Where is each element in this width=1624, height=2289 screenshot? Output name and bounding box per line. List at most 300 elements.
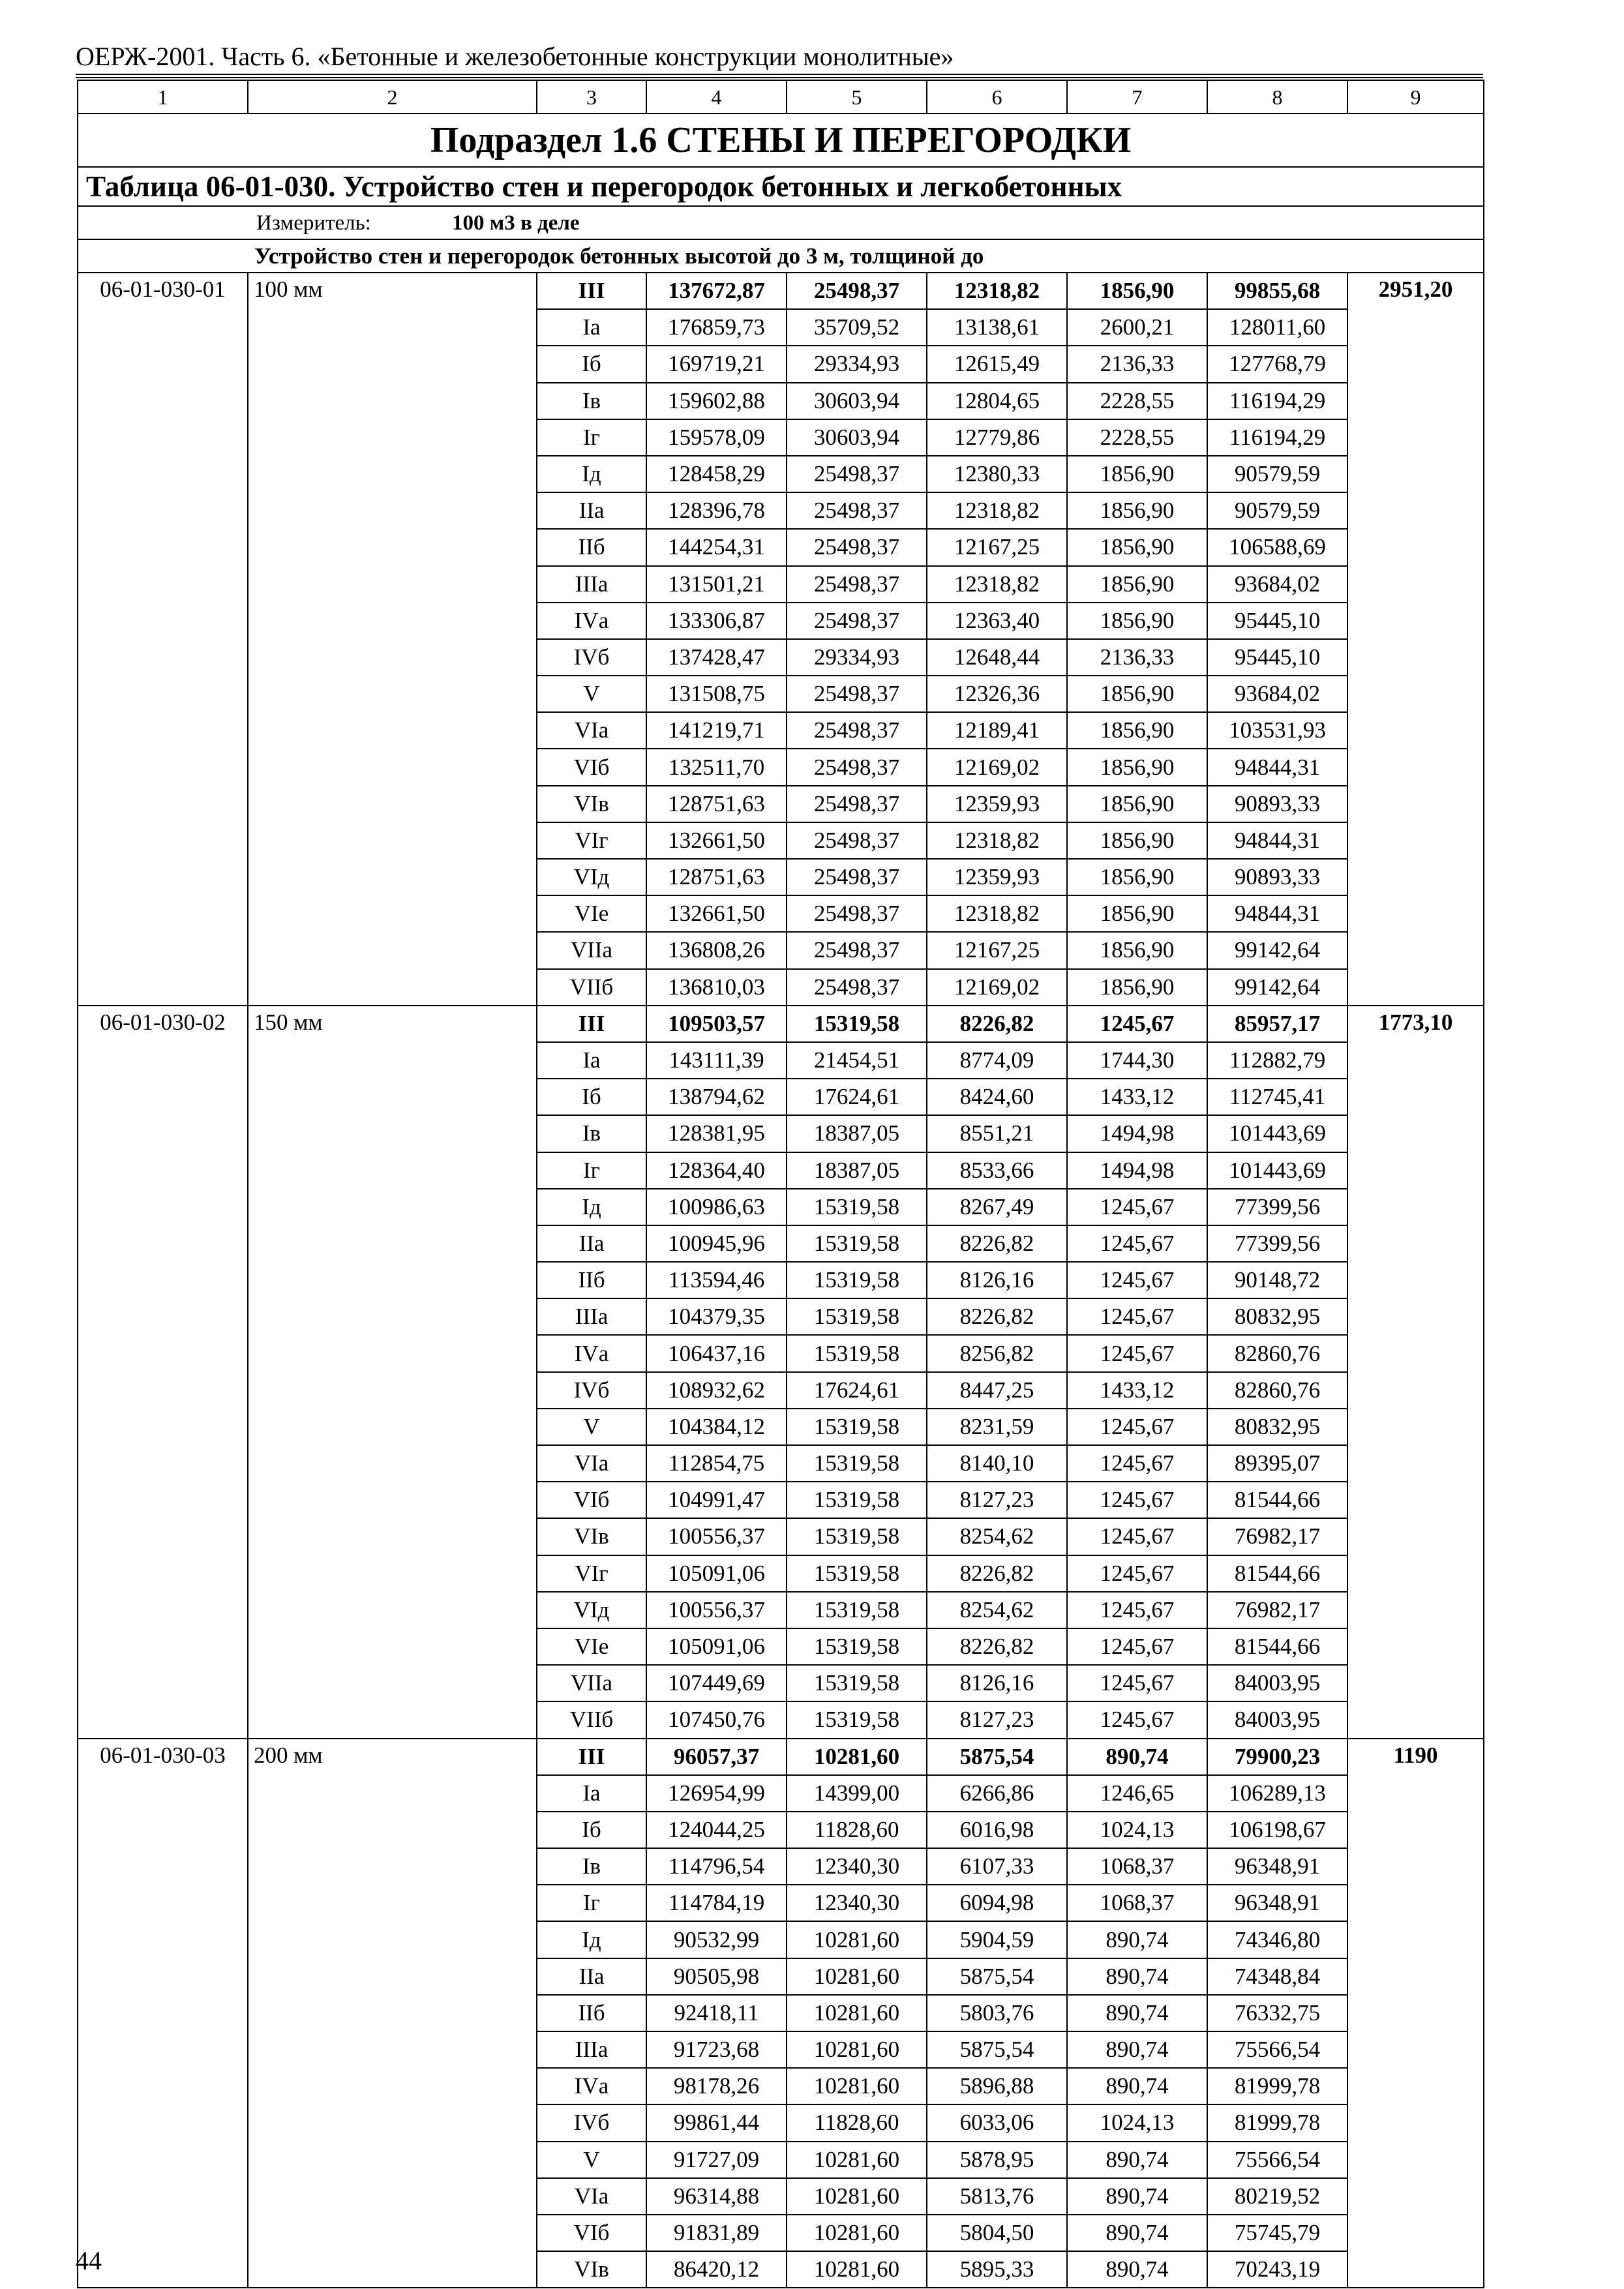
zone-cell: Iг	[537, 1885, 646, 1921]
total-cost-cell: 138794,62	[646, 1079, 787, 1115]
machine-cost-cell: 8140,10	[927, 1445, 1067, 1482]
labor-cost-cell: 25498,37	[787, 273, 927, 309]
machine-cost-cell: 12804,65	[927, 383, 1067, 419]
total-cost-cell: 128381,95	[646, 1115, 787, 1152]
labor-cost-cell: 15319,58	[787, 1298, 927, 1335]
operator-wage-cell: 1744,30	[1067, 1042, 1207, 1079]
machine-cost-cell: 12318,82	[927, 822, 1067, 859]
total-cost-cell: 136810,03	[646, 969, 787, 1006]
machine-cost-cell: 8126,16	[927, 1665, 1067, 1701]
materials-cost-cell: 80832,95	[1207, 1298, 1347, 1335]
operator-wage-cell: 1245,67	[1067, 1225, 1207, 1262]
total-cost-cell: 91831,89	[646, 2215, 787, 2251]
operator-wage-cell: 1245,67	[1067, 1701, 1207, 1738]
operator-wage-cell: 890,74	[1067, 1958, 1207, 1995]
total-cost-cell: 133306,87	[646, 603, 787, 639]
total-cost-cell: 131508,75	[646, 676, 787, 712]
subsection-title: Подраздел 1.6 СТЕНЫ И ПЕРЕГОРОДКИ	[78, 113, 1484, 167]
total-cost-cell: 159602,88	[646, 383, 787, 419]
total-cost-cell: 108932,62	[646, 1372, 787, 1409]
operator-wage-cell: 1245,67	[1067, 1592, 1207, 1628]
operator-wage-cell: 1245,67	[1067, 1628, 1207, 1665]
measure-cell	[78, 206, 1484, 239]
materials-cost-cell: 99142,64	[1207, 969, 1347, 1006]
zone-cell: Iб	[537, 346, 646, 382]
operator-wage-cell: 1245,67	[1067, 1006, 1207, 1042]
labor-cost-cell: 10281,60	[787, 2068, 927, 2104]
zone-cell: VIа	[537, 2178, 646, 2215]
materials-cost-cell: 101443,69	[1207, 1152, 1347, 1189]
materials-cost-cell: 76332,75	[1207, 1995, 1347, 2031]
total-cost-cell: 128364,40	[646, 1152, 787, 1189]
machine-cost-cell: 8551,21	[927, 1115, 1067, 1152]
zone-cell: VIб	[537, 749, 646, 785]
table-title-row	[78, 167, 1484, 206]
operator-wage-cell: 1433,12	[1067, 1079, 1207, 1115]
machine-cost-cell: 8774,09	[927, 1042, 1067, 1079]
operator-wage-cell: 1433,12	[1067, 1372, 1207, 1409]
labor-cost-cell: 25498,37	[787, 786, 927, 822]
total-cost-cell: 91723,68	[646, 2031, 787, 2068]
machine-cost-cell: 12167,25	[927, 932, 1067, 968]
total-cost-cell: 128751,63	[646, 786, 787, 822]
labor-cost-cell: 25498,37	[787, 529, 927, 565]
operator-wage-cell: 1245,67	[1067, 1298, 1207, 1335]
labor-cost-cell: 10281,60	[787, 2251, 927, 2288]
table-title: Таблица 06-01-030. Устройство стен и перегородок бетонных и легкобетонных	[78, 167, 1484, 206]
machine-cost-cell: 12189,41	[927, 712, 1067, 749]
machine-cost-cell: 12779,86	[927, 419, 1067, 456]
running-header: ОЕРЖ-2001. Часть 6. «Бетонные и железобетонные конструкции монолитные»	[76, 42, 954, 71]
operator-wage-cell: 890,74	[1067, 2215, 1207, 2251]
zone-cell: Iа	[537, 1042, 646, 1079]
labor-cost-cell: 21454,51	[787, 1042, 927, 1079]
materials-cost-cell: 127768,79	[1207, 346, 1347, 382]
total-cost-cell: 104991,47	[646, 1482, 787, 1518]
total-cost-cell: 107449,69	[646, 1665, 787, 1701]
machine-cost-cell: 5904,59	[927, 1921, 1067, 1958]
item-thickness: 150 мм	[248, 1006, 537, 1739]
operator-wage-cell: 2228,55	[1067, 419, 1207, 456]
machine-cost-cell: 8533,66	[927, 1152, 1067, 1189]
zone-cell: VIб	[537, 1482, 646, 1518]
machine-cost-cell: 8254,62	[927, 1592, 1067, 1628]
zone-cell: VIд	[537, 1592, 646, 1628]
materials-cost-cell: 128011,60	[1207, 309, 1347, 346]
machine-cost-cell: 12359,93	[927, 786, 1067, 822]
column-number: 5	[787, 80, 927, 113]
materials-cost-cell: 96348,91	[1207, 1885, 1347, 1921]
materials-cost-cell: 106588,69	[1207, 529, 1347, 565]
zone-cell: III	[537, 1006, 646, 1042]
labor-cost-cell: 25498,37	[787, 456, 927, 492]
operator-wage-cell: 1245,67	[1067, 1335, 1207, 1371]
materials-cost-cell: 101443,69	[1207, 1115, 1347, 1152]
zone-cell: VIб	[537, 2215, 646, 2251]
materials-cost-cell: 99142,64	[1207, 932, 1347, 968]
zone-cell: V	[537, 676, 646, 712]
materials-cost-cell: 85957,17	[1207, 1006, 1347, 1042]
materials-cost-cell: 93684,02	[1207, 566, 1347, 603]
materials-cost-cell: 94844,31	[1207, 822, 1347, 859]
zone-cell: Iб	[537, 1812, 646, 1848]
operator-wage-cell: 890,74	[1067, 2068, 1207, 2104]
total-cost-cell: 106437,16	[646, 1335, 787, 1371]
labor-cost-cell: 25498,37	[787, 969, 927, 1006]
machine-cost-cell: 8127,23	[927, 1482, 1067, 1518]
labor-cost-cell: 17624,61	[787, 1079, 927, 1115]
machine-cost-cell: 12318,82	[927, 273, 1067, 309]
column-number: 6	[927, 80, 1067, 113]
labor-cost-cell: 15319,58	[787, 1262, 927, 1298]
operator-wage-cell: 1245,67	[1067, 1518, 1207, 1555]
zone-cell: IVа	[537, 1335, 646, 1371]
materials-cost-cell: 77399,56	[1207, 1189, 1347, 1225]
labor-cost-cell: 30603,94	[787, 419, 927, 456]
machine-cost-cell: 8226,82	[927, 1555, 1067, 1592]
machine-cost-cell: 12380,33	[927, 456, 1067, 492]
labor-cost-cell: 12340,30	[787, 1848, 927, 1885]
machine-cost-cell: 13138,61	[927, 309, 1067, 346]
machine-cost-cell: 8256,82	[927, 1335, 1067, 1371]
total-cost-cell: 128396,78	[646, 492, 787, 529]
materials-cost-cell: 90148,72	[1207, 1262, 1347, 1298]
machine-cost-cell: 12318,82	[927, 566, 1067, 603]
materials-cost-cell: 80219,52	[1207, 2178, 1347, 2215]
machine-cost-cell: 6094,98	[927, 1885, 1067, 1921]
total-cost-cell: 169719,21	[646, 346, 787, 382]
zone-cell: IIб	[537, 529, 646, 565]
operator-wage-cell: 890,74	[1067, 2142, 1207, 2178]
total-cost-cell: 144254,31	[646, 529, 787, 565]
operator-wage-cell: 1245,67	[1067, 1189, 1207, 1225]
column-number: 7	[1067, 80, 1207, 113]
operator-wage-cell: 1245,67	[1067, 1445, 1207, 1482]
machine-cost-cell: 5895,33	[927, 2251, 1067, 2288]
operator-wage-cell: 890,74	[1067, 2031, 1207, 2068]
zone-cell: Iг	[537, 419, 646, 456]
zone-cell: VIд	[537, 859, 646, 895]
zone-cell: IVб	[537, 639, 646, 676]
labor-cost-cell: 15319,58	[787, 1628, 927, 1665]
labor-cost-cell: 25498,37	[787, 566, 927, 603]
operator-wage-cell: 2136,33	[1067, 639, 1207, 676]
zone-cell: III	[537, 273, 646, 309]
materials-cost-cell: 75566,54	[1207, 2142, 1347, 2178]
labor-cost-cell: 10281,60	[787, 2178, 927, 2215]
total-cost-cell: 114784,19	[646, 1885, 787, 1921]
machine-cost-cell: 8126,16	[927, 1262, 1067, 1298]
labor-cost-cell: 25498,37	[787, 749, 927, 785]
zone-cell: Iв	[537, 1115, 646, 1152]
labor-cost-cell: 30603,94	[787, 383, 927, 419]
column-number: 3	[537, 80, 646, 113]
labor-cost-cell: 15319,58	[787, 1189, 927, 1225]
operator-wage-cell: 1856,90	[1067, 712, 1207, 749]
zone-cell: VIIа	[537, 932, 646, 968]
machine-cost-cell: 12318,82	[927, 492, 1067, 529]
machine-cost-cell: 12169,02	[927, 969, 1067, 1006]
operator-wage-cell: 1856,90	[1067, 492, 1207, 529]
zone-cell: VIа	[537, 1445, 646, 1482]
total-cost-cell: 105091,06	[646, 1628, 787, 1665]
measure-row	[78, 206, 1484, 239]
zone-cell: VIв	[537, 1518, 646, 1555]
total-cost-cell: 100945,96	[646, 1225, 787, 1262]
machine-cost-cell: 5875,54	[927, 1739, 1067, 1775]
operator-wage-cell: 1856,90	[1067, 969, 1207, 1006]
machine-cost-cell: 12359,93	[927, 859, 1067, 895]
machine-cost-cell: 8254,62	[927, 1518, 1067, 1555]
materials-cost-cell: 106198,67	[1207, 1812, 1347, 1848]
machine-cost-cell: 6107,33	[927, 1848, 1067, 1885]
item-code: 06-01-030-01	[78, 273, 248, 1006]
machine-cost-cell: 12318,82	[927, 895, 1067, 932]
labor-cost-cell: 10281,60	[787, 2215, 927, 2251]
labor-cost-cell: 25498,37	[787, 822, 927, 859]
total-cost-cell: 137672,87	[646, 273, 787, 309]
column-number: 2	[248, 80, 537, 113]
machine-cost-cell: 5813,76	[927, 2178, 1067, 2215]
operator-wage-cell: 1245,67	[1067, 1555, 1207, 1592]
labor-cost-cell: 10281,60	[787, 1958, 927, 1995]
column-number: 1	[78, 80, 248, 113]
total-cost-cell: 90532,99	[646, 1921, 787, 1958]
zone-cell: Iб	[537, 1079, 646, 1115]
labor-cost-cell: 18387,05	[787, 1115, 927, 1152]
column-number: 8	[1207, 80, 1347, 113]
machine-cost-cell: 12648,44	[927, 639, 1067, 676]
total-cost-cell: 132661,50	[646, 895, 787, 932]
total-cost-cell: 124044,25	[646, 1812, 787, 1848]
materials-cost-cell: 89395,07	[1207, 1445, 1347, 1482]
header-rule-bottom	[76, 77, 1483, 78]
materials-cost-cell: 90579,59	[1207, 492, 1347, 529]
operator-wage-cell: 1024,13	[1067, 2104, 1207, 2141]
materials-cost-cell: 82860,76	[1207, 1372, 1347, 1409]
total-cost-cell: 132661,50	[646, 822, 787, 859]
labor-cost-cell: 25498,37	[787, 859, 927, 895]
total-cost-cell: 91727,09	[646, 2142, 787, 2178]
materials-cost-cell: 75745,79	[1207, 2215, 1347, 2251]
group-heading-row	[78, 239, 1484, 273]
column-number-row	[78, 80, 1484, 113]
total-cost-cell: 143111,39	[646, 1042, 787, 1079]
operator-wage-cell: 1856,90	[1067, 456, 1207, 492]
operator-wage-cell: 890,74	[1067, 1921, 1207, 1958]
labor-cost-cell: 15319,58	[787, 1555, 927, 1592]
materials-cost-cell: 106289,13	[1207, 1775, 1347, 1812]
operator-wage-cell: 1494,98	[1067, 1152, 1207, 1189]
labor-cost-cell: 11828,60	[787, 1812, 927, 1848]
zone-cell: Iг	[537, 1152, 646, 1189]
header-rule-top	[76, 74, 1483, 75]
operator-wage-cell: 1856,90	[1067, 786, 1207, 822]
zone-cell: Iд	[537, 1189, 646, 1225]
operator-wage-cell: 1245,67	[1067, 1482, 1207, 1518]
zone-cell: IVб	[537, 1372, 646, 1409]
operator-wage-cell: 1246,65	[1067, 1775, 1207, 1812]
operator-wage-cell: 1856,90	[1067, 676, 1207, 712]
labor-cost-cell: 35709,52	[787, 309, 927, 346]
zone-cell: Iд	[537, 456, 646, 492]
zone-cell: Iв	[537, 383, 646, 419]
labor-cost-cell: 15319,58	[787, 1006, 927, 1042]
total-cost-cell: 90505,98	[646, 1958, 787, 1995]
materials-cost-cell: 84003,95	[1207, 1701, 1347, 1738]
column-number: 4	[646, 80, 787, 113]
materials-cost-cell: 81544,66	[1207, 1628, 1347, 1665]
total-cost-cell: 96314,88	[646, 2178, 787, 2215]
operator-wage-cell: 1856,90	[1067, 603, 1207, 639]
labor-cost-cell: 25498,37	[787, 603, 927, 639]
zone-cell: VIIб	[537, 969, 646, 1006]
zone-cell: V	[537, 2142, 646, 2178]
subsection-row	[78, 113, 1484, 167]
page-number: 44	[76, 2246, 102, 2275]
machine-cost-cell: 5804,50	[927, 2215, 1067, 2251]
materials-cost-cell: 84003,95	[1207, 1665, 1347, 1701]
zone-cell: IIIа	[537, 1298, 646, 1335]
machine-cost-cell: 8226,82	[927, 1006, 1067, 1042]
labor-cost-cell: 25498,37	[787, 895, 927, 932]
machine-cost-cell: 8226,82	[927, 1628, 1067, 1665]
labor-cost-cell: 15319,58	[787, 1445, 927, 1482]
operator-wage-cell: 1856,90	[1067, 529, 1207, 565]
zone-cell: V	[537, 1409, 646, 1445]
machine-cost-cell: 8267,49	[927, 1189, 1067, 1225]
machine-cost-cell: 8226,82	[927, 1225, 1067, 1262]
measure-value: 100 м3 в деле	[452, 211, 580, 235]
zone-cell: IVа	[537, 603, 646, 639]
item-thickness: 200 мм	[248, 1739, 537, 2288]
zone-cell: IIа	[537, 492, 646, 529]
operator-wage-cell: 1068,37	[1067, 1848, 1207, 1885]
table-row	[78, 273, 1484, 309]
total-cost-cell: 100556,37	[646, 1592, 787, 1628]
materials-cost-cell: 81999,78	[1207, 2104, 1347, 2141]
zone-cell: IIб	[537, 1995, 646, 2031]
total-cost-cell: 128751,63	[646, 859, 787, 895]
labor-cost-cell: 15319,58	[787, 1335, 927, 1371]
machine-cost-cell: 12169,02	[927, 749, 1067, 785]
operator-wage-cell: 1856,90	[1067, 566, 1207, 603]
column-number: 9	[1347, 80, 1484, 113]
zone-cell: Iд	[537, 1921, 646, 1958]
materials-cost-cell: 79900,23	[1207, 1739, 1347, 1775]
machine-cost-cell: 8127,23	[927, 1701, 1067, 1738]
machine-cost-cell: 5875,54	[927, 1958, 1067, 1995]
labor-cost-cell: 18387,05	[787, 1152, 927, 1189]
zone-cell: VIг	[537, 1555, 646, 1592]
zone-cell: VIе	[537, 895, 646, 932]
machine-cost-cell: 12326,36	[927, 676, 1067, 712]
total-cost-cell: 112854,75	[646, 1445, 787, 1482]
materials-cost-cell: 112745,41	[1207, 1079, 1347, 1115]
zone-cell: Iв	[537, 1848, 646, 1885]
measure-label: Измеритель:	[256, 211, 371, 235]
labor-cost-cell: 15319,58	[787, 1409, 927, 1445]
total-cost-cell: 107450,76	[646, 1701, 787, 1738]
operator-wage-cell: 890,74	[1067, 2251, 1207, 2288]
total-cost-cell: 176859,73	[646, 309, 787, 346]
operator-wage-cell: 2228,55	[1067, 383, 1207, 419]
operator-wage-cell: 1856,90	[1067, 895, 1207, 932]
group-heading: Устройство стен и перегородок бетонных высотой до 3 м, толщиной до	[78, 239, 1484, 273]
zone-cell: VIе	[537, 1628, 646, 1665]
zone-cell: Iа	[537, 309, 646, 346]
total-cost-cell: 99861,44	[646, 2104, 787, 2141]
total-cost-cell: 159578,09	[646, 419, 787, 456]
operator-wage-cell: 2136,33	[1067, 346, 1207, 382]
operator-wage-cell: 1245,67	[1067, 1665, 1207, 1701]
materials-cost-cell: 90579,59	[1207, 456, 1347, 492]
zone-cell: VIв	[537, 2251, 646, 2288]
labor-cost-cell: 15319,58	[787, 1592, 927, 1628]
operator-wage-cell: 1024,13	[1067, 1812, 1207, 1848]
materials-cost-cell: 77399,56	[1207, 1225, 1347, 1262]
table-row	[78, 1739, 1484, 1775]
table-row	[78, 1006, 1484, 1042]
labor-cost-cell: 10281,60	[787, 1739, 927, 1775]
total-cost-cell: 105091,06	[646, 1555, 787, 1592]
machine-cost-cell: 5878,95	[927, 2142, 1067, 2178]
labor-cost-cell: 15319,58	[787, 1701, 927, 1738]
total-cost-cell: 132511,70	[646, 749, 787, 785]
total-cost-cell: 126954,99	[646, 1775, 787, 1812]
total-cost-cell: 136808,26	[646, 932, 787, 968]
labor-cost-cell: 29334,93	[787, 346, 927, 382]
operator-wage-cell: 1856,90	[1067, 749, 1207, 785]
machine-cost-cell: 8447,25	[927, 1372, 1067, 1409]
total-cost-cell: 96057,37	[646, 1739, 787, 1775]
operator-wage-cell: 1856,90	[1067, 932, 1207, 968]
zone-cell: Iа	[537, 1775, 646, 1812]
labor-cost-cell: 17624,61	[787, 1372, 927, 1409]
labor-cost-cell: 14399,00	[787, 1775, 927, 1812]
operator-wage-cell: 1856,90	[1067, 822, 1207, 859]
zone-cell: VIIа	[537, 1665, 646, 1701]
machine-cost-cell: 6033,06	[927, 2104, 1067, 2141]
total-cost-cell: 141219,71	[646, 712, 787, 749]
machine-cost-cell: 6016,98	[927, 1812, 1067, 1848]
operator-wage-cell: 2600,21	[1067, 309, 1207, 346]
labor-cost-cell: 15319,58	[787, 1225, 927, 1262]
total-cost-cell: 109503,57	[646, 1006, 787, 1042]
operator-wage-cell: 1245,67	[1067, 1262, 1207, 1298]
labor-cost-cell: 11828,60	[787, 2104, 927, 2141]
total-cost-cell: 98178,26	[646, 2068, 787, 2104]
machine-cost-cell: 6266,86	[927, 1775, 1067, 1812]
machine-cost-cell: 12615,49	[927, 346, 1067, 382]
operator-wage-cell: 1856,90	[1067, 859, 1207, 895]
labor-cost-cell: 25498,37	[787, 932, 927, 968]
labor-cost-cell: 10281,60	[787, 1995, 927, 2031]
labor-cost-cell: 12340,30	[787, 1885, 927, 1921]
total-cost-cell: 86420,12	[646, 2251, 787, 2288]
total-cost-cell: 104384,12	[646, 1409, 787, 1445]
zone-cell: IIIа	[537, 2031, 646, 2068]
materials-cost-cell: 96348,91	[1207, 1848, 1347, 1885]
materials-cost-cell: 95445,10	[1207, 603, 1347, 639]
operator-wage-cell: 1245,67	[1067, 1409, 1207, 1445]
total-cost-cell: 92418,11	[646, 1995, 787, 2031]
zone-cell: VIв	[537, 786, 646, 822]
materials-cost-cell: 93684,02	[1207, 676, 1347, 712]
zone-cell: VIIб	[537, 1701, 646, 1738]
materials-cost-cell: 82860,76	[1207, 1335, 1347, 1371]
zone-cell: IVб	[537, 2104, 646, 2141]
